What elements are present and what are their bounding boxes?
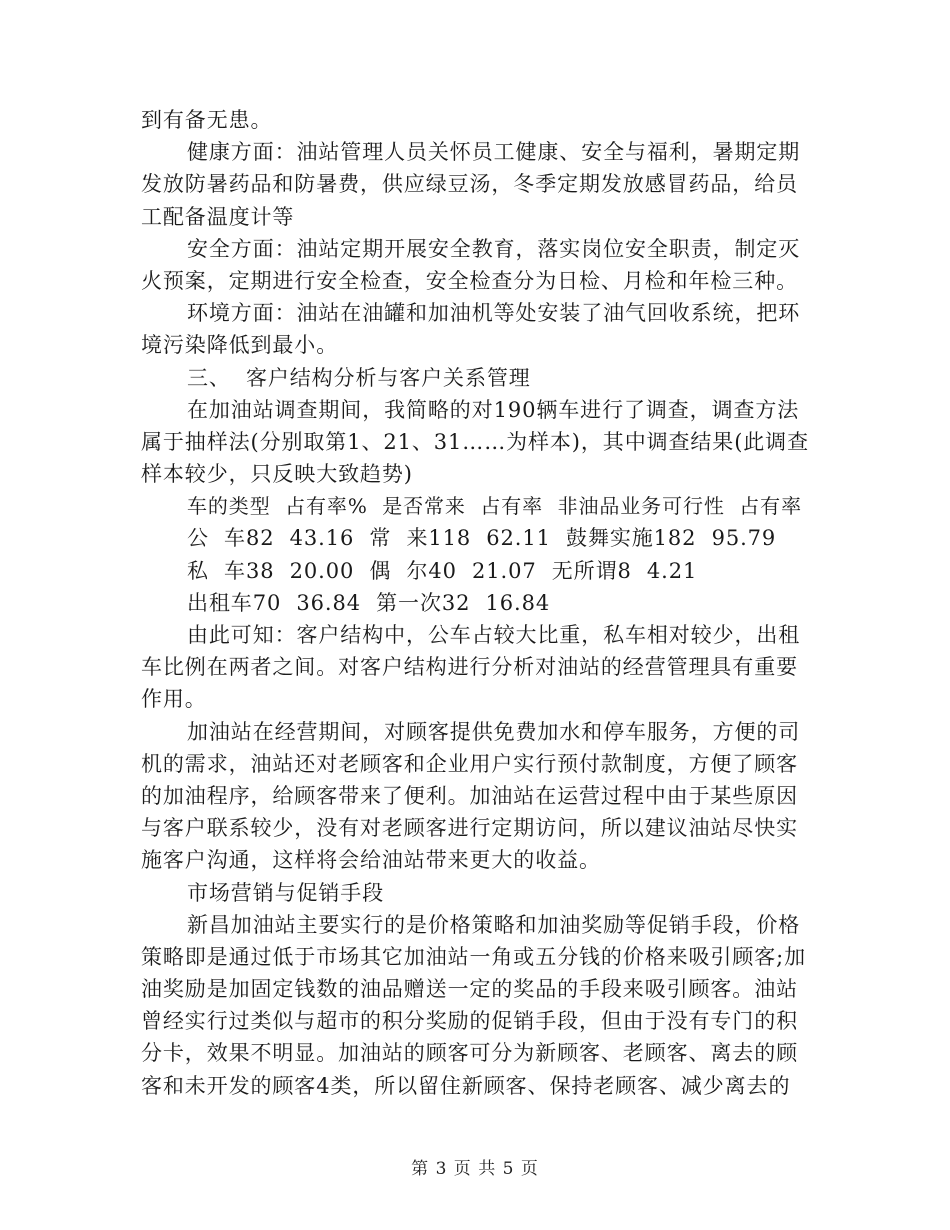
text-line: 车的类型 占有率% 是否常来 占有率 非油品业务可行性 占有率 [187, 494, 802, 519]
page-footer: 第 3 页 共 5 页 [411, 1159, 539, 1179]
text-line: 加油站在经营期间，对顾客提供免费加水和停车服务，方便的司 [187, 719, 801, 744]
text-line: 健康方面：油站管理人员关怀员工健康、安全与福利，暑期定期 [187, 140, 801, 165]
text-line: 油奖励是加固定钱数的油品赠送一定的奖品的手段来吸引顾客。油站 [141, 977, 798, 1002]
text-line: 客和未开发的顾客4类，所以留住新顾客、保持老顾客、减少离去的 [141, 1073, 791, 1098]
text-line: 火预案，定期进行安全检查，安全检查分为日检、月检和年检三种。 [141, 268, 798, 293]
text-line: 的加油程序，给顾客带来了便利。加油站在运营过程中由于某些原因 [141, 783, 798, 808]
document-body [141, 104, 811, 1102]
text-line: 属于抽样法(分别取第1、21、31……为样本)，其中调查结果(此调查 [141, 429, 809, 454]
text-line: 安全方面：油站定期开展安全教育，落实岗位安全职责，制定灭 [187, 236, 801, 261]
text-line: 在加油站调查期间，我简略的对190辆车进行了调查，调查方法 [187, 397, 800, 422]
text-line: 样本较少，只反映大致趋势) [141, 462, 413, 487]
text-line: 与客户联系较少，没有对老顾客进行定期访问，所以建议油站尽快实 [141, 816, 798, 841]
text-line: 作用。 [141, 687, 207, 712]
text-line: 市场营销与促销手段 [187, 880, 385, 905]
text-line: 工配备温度计等 [141, 204, 295, 229]
text-line: 施客户沟通，这样将会给油站带来更大的收益。 [141, 848, 601, 873]
text-line: 环境方面：油站在油罐和加油机等处安装了油气回收系统，把环 [187, 301, 801, 326]
text-line: 策略即是通过低于市场其它加油站一角或五分钱的价格来吸引顾客;加 [141, 944, 806, 969]
text-line: 曾经实行过类似与超市的积分奖励的促销手段，但由于没有专门的积 [141, 1009, 798, 1034]
text-line: 私 车38 20.00 偶 尔40 21.07 无所谓8 4.21 [187, 558, 698, 583]
text-line: 境污染降低到最小。 [141, 333, 339, 358]
text-line: 到有备无患。 [141, 108, 273, 132]
text-line: 新昌加油站主要实行的是价格策略和加油奖励等促销手段，价格 [187, 912, 801, 937]
text-line: 出租车70 36.84 第一次32 16.84 [187, 590, 551, 615]
text-line: 发放防暑药品和防暑费，供应绿豆汤，冬季定期发放感冒药品，给员 [141, 172, 798, 197]
text-line: 机的需求，油站还对老顾客和企业用户实行预付款制度，方便了顾客 [141, 751, 798, 776]
text-line: 公 车82 43.16 常 来118 62.11 鼓舞实施182 95.79 [187, 526, 777, 551]
text-line: 分卡，效果不明显。加油站的顾客可分为新顾客、老顾客、离去的顾 [141, 1041, 798, 1066]
text-line: 车比例在两者之间。对客户结构进行分析对油站的经营管理具有重要 [141, 655, 798, 680]
text-line: 三、 客户结构分析与客户关系管理 [187, 365, 531, 390]
text-line: 由此可知：客户结构中，公车占较大比重，私车相对较少，出租 [187, 623, 801, 647]
